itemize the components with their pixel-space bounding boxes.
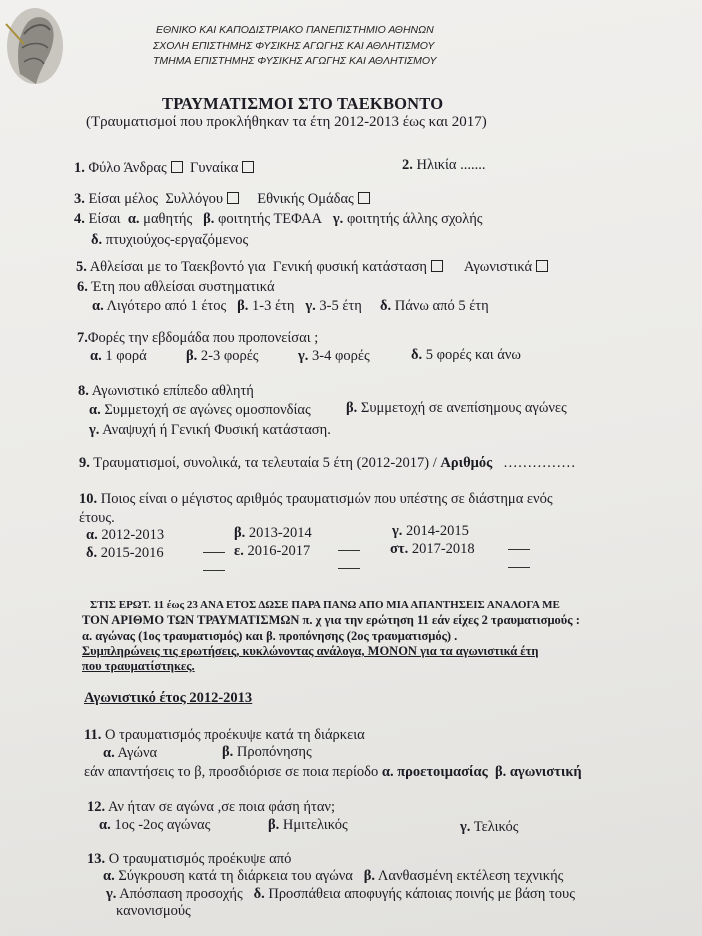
q7-label: Φορές την εβδομάδα που προπονείσαι ; [87, 330, 319, 346]
q1-male-checkbox[interactable] [171, 161, 183, 173]
notice-line4: Συμπληρώνεις τις ερωτήσεις, κυκλώνοντας ανάλογα, ΜΟΝΟΝ για τα αγωνιστικά έτη [82, 644, 539, 658]
q7-b-marker: β. [186, 348, 198, 364]
q13-option-c[interactable]: Απόσπαση προσοχής [119, 886, 243, 902]
q10-e-marker: ε. [234, 543, 244, 559]
q11-followup-option-a[interactable]: α. προετοιμασίας [381, 764, 488, 780]
q2-number: 2. [402, 157, 413, 173]
q3-label: Είσαι μέλος [88, 191, 159, 207]
question-11 [84, 727, 365, 744]
q13-b-marker: β. [363, 868, 376, 884]
q1-number: 1. [74, 160, 85, 176]
q10-a-marker: α. [86, 527, 98, 543]
q10-d-marker: δ. [86, 545, 98, 561]
q3-national-checkbox[interactable] [358, 192, 370, 204]
q4-option-b[interactable]: φοιτητής ΤΕΦΑΑ [218, 211, 323, 227]
q9-label: Τραυματισμοί, συνολικά, τα τελευταία 5 έτη (2012-2017) / [93, 455, 437, 471]
q11-followup-label: εάν απαντήσεις το β, προσδιόρισε σε ποια περίοδο [84, 764, 379, 780]
q7-option-a[interactable]: 1 φορά [105, 348, 147, 364]
q4-number: 4. [74, 211, 85, 227]
q8-option-c[interactable]: Αναψυχή ή Γενική Φυσική κατάσταση. [102, 422, 331, 438]
q13-c-marker: γ. [106, 886, 117, 902]
q1-option-male: Άνδρας [123, 160, 167, 176]
q5-general-checkbox[interactable] [431, 260, 443, 272]
q8-option-a[interactable]: Συμμετοχή σε αγώνες ομοσπονδίας [104, 402, 311, 418]
question-4-line2 [91, 232, 248, 249]
question-13 [87, 851, 291, 868]
question-7-option-c-wrap [298, 348, 370, 365]
q6-number: 6. [77, 279, 88, 295]
q6-option-d[interactable]: Πάνω από 5 έτη [394, 298, 489, 314]
q4-c-marker: γ. [332, 211, 344, 227]
q11-number: 11. [84, 727, 102, 743]
q11-a-marker: α. [103, 745, 115, 761]
question-6-options [92, 298, 489, 315]
header-school: ΣΧΟΛΗ ΕΠΙΣΤΗΜΗΣ ΦΥΣΙΚΗΣ ΑΓΩΓΗΣ ΚΑΙ ΑΘΛΗΤΙΣΜΟΥ [153, 40, 435, 52]
q10-row1-col3 [392, 523, 469, 540]
q1-option-female: Γυναίκα [190, 160, 239, 176]
q13-row1 [103, 868, 563, 885]
q6-b-marker: β. [237, 298, 249, 314]
q13-label: Ο τραυματισμός προέκυψε από [108, 851, 292, 867]
q13-option-d-line2: κανονισμούς [116, 903, 191, 919]
question-5 [76, 259, 548, 276]
q6-option-b[interactable]: 1-3 έτη [252, 298, 295, 314]
question-3 [74, 191, 370, 208]
university-logo [2, 4, 68, 88]
q9-number: 9. [79, 455, 90, 471]
notice-line5: που τραυματίστηκες. [82, 659, 195, 673]
q9-number-label: Αριθμός [440, 455, 493, 471]
q10-a-blank[interactable] [203, 540, 225, 558]
q8-b-marker: β. [346, 400, 358, 416]
question-9 [79, 455, 576, 472]
q10-b-marker: β. [234, 525, 246, 541]
q10-row1-col2 [234, 525, 312, 542]
q10-option-c: 2014-2015 [406, 523, 469, 539]
question-12 [87, 799, 335, 816]
q6-c-marker: γ. [305, 298, 316, 314]
notice-line2: ΤΟΝ ΑΡΙΘΜΟ ΤΩΝ ΤΡΑΥΜΑΤΙΣΜΩΝ π. χ για την ερώτηση 11 εάν είχες 2 τραυματισμούς : [82, 613, 580, 627]
q6-a-marker: α. [92, 298, 104, 314]
q12-a-marker: α. [99, 817, 111, 833]
q10-c-marker: γ. [392, 523, 403, 539]
q12-b-marker: β. [268, 817, 280, 833]
q11-option-a-wrap [103, 745, 157, 762]
q8-label: Αγωνιστικό επίπεδο αθλητή [91, 383, 254, 399]
question-8-option-b-wrap [346, 400, 567, 417]
q8-c-marker: γ. [89, 422, 100, 438]
q12-option-c[interactable]: Τελικός [473, 819, 519, 835]
q10-option-d: 2015-2016 [100, 545, 164, 561]
question-7-options [90, 348, 147, 365]
q4-label: Είσαι [88, 211, 121, 227]
question-8 [78, 383, 254, 400]
q3-option-club: Συλλόγου [165, 191, 224, 207]
q7-option-b[interactable]: 2-3 φορές [200, 348, 259, 364]
q10-f-marker: στ. [390, 541, 409, 557]
q12-option-b[interactable]: Ημιτελικός [282, 817, 348, 833]
q1-female-checkbox[interactable] [242, 161, 254, 173]
q11-followup [84, 764, 582, 781]
q13-row2 [106, 886, 575, 903]
q8-option-b[interactable]: Συμμετοχή σε ανεπίσημους αγώνες [360, 400, 567, 416]
q11-followup-option-b[interactable]: β. αγωνιστική [494, 764, 582, 780]
q13-d-marker: δ. [253, 886, 265, 902]
header-university: ΕΘΝΙΚΟ ΚΑΙ ΚΑΠΟΔΙΣΤΡΙΑΚΟ ΠΑΝΕΠΙΣΤΗΜΙΟ ΑΘΗΝΩΝ [156, 24, 434, 36]
q4-option-d[interactable]: πτυχιούχος-εργαζόμενος [105, 232, 249, 248]
q11-b-marker: β. [222, 744, 234, 760]
header-department: ΤΜΗΜΑ ΕΠΙΣΤΗΜΗΣ ΦΥΣΙΚΗΣ ΑΓΩΓΗΣ ΚΑΙ ΑΘΛΗΤΙΣΜΟΥ [153, 55, 437, 67]
q10-b-blank[interactable] [338, 538, 360, 556]
q2-label: Ηλικία ....... [416, 157, 486, 173]
q12-option-c-wrap [460, 819, 518, 836]
q8-a-marker: α. [89, 402, 101, 418]
q10-e-blank[interactable] [338, 556, 360, 574]
q1-label: Φύλο [88, 160, 121, 176]
q10-option-e: 2016-2017 [247, 543, 311, 559]
q7-d-marker: δ. [411, 347, 423, 363]
q4-a-marker: α. [127, 211, 140, 227]
q7-c-marker: γ. [298, 348, 309, 364]
q11-option-a[interactable]: Αγώνα [117, 745, 158, 761]
q10-option-b: 2013-2014 [248, 525, 312, 541]
question-6 [77, 279, 275, 296]
q7-option-d[interactable]: 5 φορές και άνω [425, 347, 521, 363]
notice-line1: ΣΤΙΣ ΕΡΩΤ. 11 έως 23 ΑΝΑ ΕΤΟΣ ΔΩΣΕ ΠΑΡΑ ΠΑΝΩ ΑΠΟ ΜΙΑ ΑΠΑΝΤΗΣΕΙΣ ΑΝΑΛΟΓΑ ΜΕ [90, 599, 560, 611]
q10-label: Ποιος είναι ο μέγιστος αριθμός τραυματισμών που υπέστης σε διάστημα ενός [100, 491, 553, 507]
q10-option-a: 2012-2013 [101, 527, 165, 543]
q5-label: Αθλείσαι με το Ταεκβοντό για [89, 259, 266, 275]
q10-option-f: 2017-2018 [411, 541, 475, 557]
q10-c-blank[interactable] [508, 537, 530, 555]
page-title: ΤΡΑΥΜΑΤΙΣΜΟΙ ΣΤΟ ΤΑΕΚΒΟΝΤΟ [162, 94, 444, 113]
q13-option-a[interactable]: Σύγκρουση κατά τη διάρκεια του αγώνα [118, 868, 353, 884]
question-7-option-d-wrap [411, 347, 521, 364]
q6-d-marker: δ. [379, 298, 392, 314]
notice-line3: α. αγώνας (1ος τραυματισμός) και β. προπόνησης (2ος τραυματισμός) . [82, 629, 458, 643]
q10-d-blank[interactable] [203, 558, 225, 576]
q11-label: Ο τραυματισμός προέκυψε κατά τη διάρκεια [104, 727, 365, 743]
q9-answer-field[interactable]: …………… [503, 455, 576, 471]
q12-option-a[interactable]: 1ος -2ος αγώνας [114, 817, 211, 833]
question-10 [79, 491, 553, 508]
question-8-option-a-wrap [89, 402, 311, 419]
section-heading: Αγωνιστικό έτος 2012-2013 [84, 690, 253, 706]
q7-number: 7. [77, 330, 88, 346]
q5-number: 5. [76, 259, 87, 275]
q13-a-marker: α. [103, 868, 115, 884]
page-subtitle: (Τραυματισμοί που προκλήθηκαν τα έτη 2012-2013 έως και 2017) [86, 114, 487, 130]
q7-a-marker: α. [90, 348, 102, 364]
q3-number: 3. [74, 191, 85, 207]
q11-option-b-wrap [222, 744, 312, 761]
q12-option-a-wrap [99, 817, 210, 834]
q3-option-national: Εθνικής Ομάδας [257, 191, 354, 207]
question-7 [77, 330, 318, 347]
q10-label-line2: έτους. [79, 510, 115, 526]
q5-option-competitive: Αγωνιστικά [463, 259, 533, 275]
q10-row2-col1 [86, 545, 164, 562]
q4-b-marker: β. [203, 211, 215, 227]
q4-option-c[interactable]: φοιτητής άλλης σχολής [346, 211, 483, 227]
q13-option-b[interactable]: Λανθασμένη εκτέλεση τεχνικής [377, 868, 564, 884]
q5-option-general: Γενική φυσική κατάσταση [272, 259, 427, 275]
q10-row2-col2 [234, 543, 310, 560]
q4-option-a[interactable]: μαθητής [143, 211, 193, 227]
q5-competitive-checkbox[interactable] [536, 260, 548, 272]
q12-option-b-wrap [268, 817, 348, 834]
q10-number: 10. [79, 491, 98, 507]
q7-option-c[interactable]: 3-4 φορές [312, 348, 370, 364]
q10-f-blank[interactable] [508, 555, 530, 573]
q8-number: 8. [78, 383, 89, 399]
q12-label: Αν ήταν σε αγώνα ,σε ποια φάση ήταν; [107, 799, 336, 815]
question-4 [74, 211, 483, 228]
question-8-option-c-wrap [89, 422, 331, 439]
q6-label: Έτη που αθλείσαι συστηματικά [91, 279, 275, 295]
q13-number: 13. [87, 851, 106, 867]
question-2 [402, 157, 486, 174]
q3-club-checkbox[interactable] [227, 192, 239, 204]
question-7-option-b-wrap [186, 348, 259, 365]
q6-option-c[interactable]: 3-5 έτη [319, 298, 362, 314]
question-1 [74, 160, 254, 177]
q10-row2-col3 [390, 541, 475, 558]
q13-option-d[interactable]: Προσπάθεια αποφυγής κάποιας ποινής με βάση τους [268, 886, 575, 902]
q11-option-b[interactable]: Προπόνησης [236, 744, 312, 760]
q6-option-a[interactable]: Λιγότερο από 1 έτος [106, 298, 227, 314]
q12-c-marker: γ. [460, 819, 471, 835]
q4-d-marker: δ. [91, 232, 103, 248]
q12-number: 12. [87, 799, 106, 815]
q10-row1-col1 [86, 527, 164, 544]
